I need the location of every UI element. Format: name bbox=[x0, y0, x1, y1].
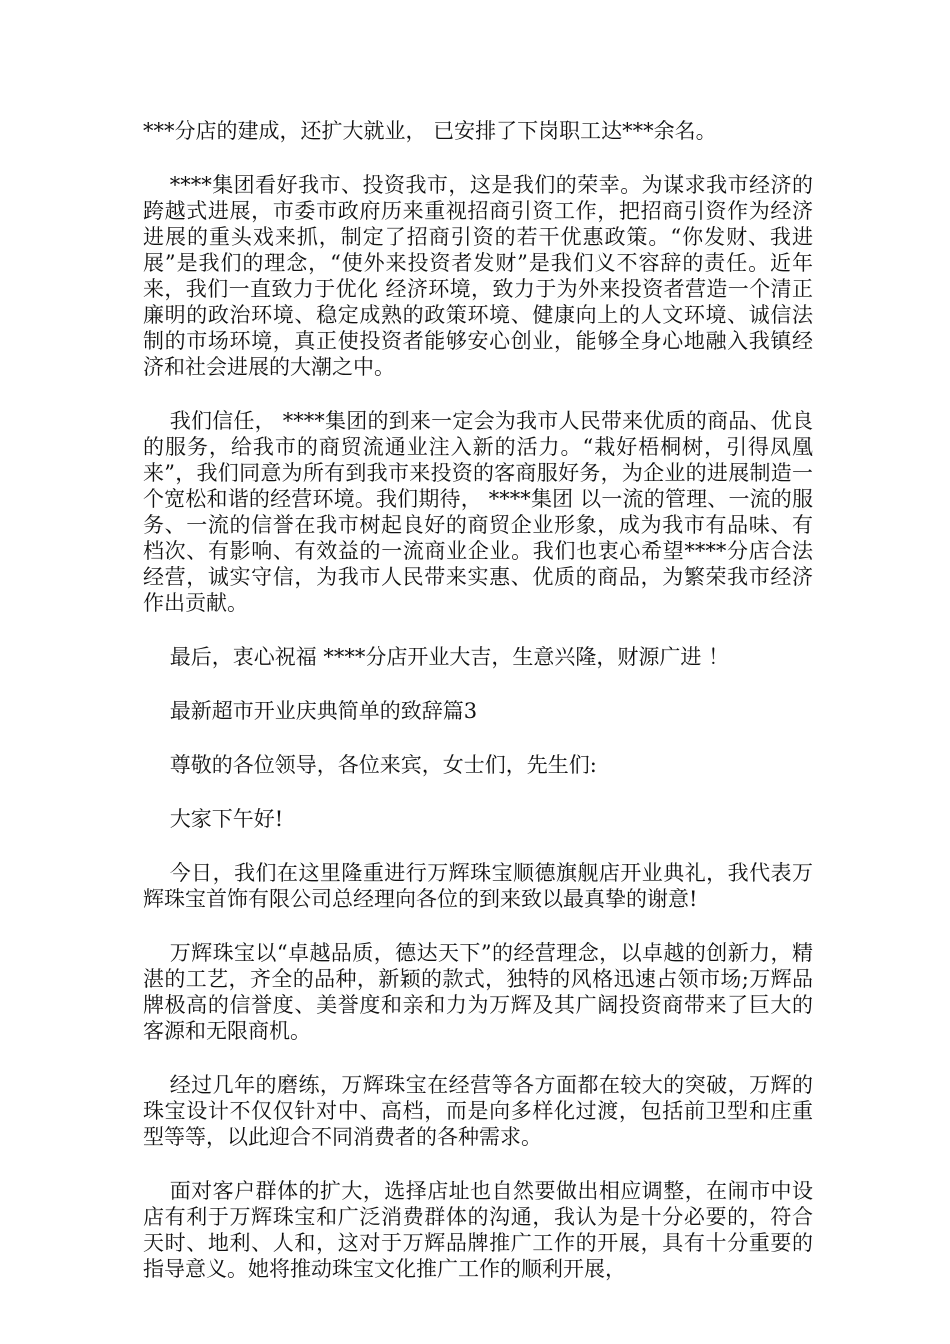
paragraph: 万辉珠宝以“卓越品质，德达天下”的经营理念，以卓越的创新力，精湛的工艺，齐全的品种，新颖的款式，独特的风格迅速占领市场;万辉品牌极高的信誉度、美誉度和亲和力为万辉及其广阔投资商带来了巨大的客源和无限商机。 bbox=[143, 941, 813, 1043]
paragraph: 今日，我们在这里隆重进行万辉珠宝顺德旗舰店开业典礼，我代表万辉珠宝首饰有限公司总经理向各位的到来致以最真挚的谢意! bbox=[143, 861, 813, 911]
greeting: 大家下午好! bbox=[169, 807, 284, 831]
paragraph: 我们信任， ****集团的到来一定会为我市人民带来优质的商品、优良的服务，给我市的商贸流通业注入新的活力。“栽好梧桐树，引得凤凰来”，我们同意为所有到我市来投资的客商服好务，为企业的进展制造一个宽松和谐的经营环境。我们期待， ****集团 以一流的管理、一流的服务、一流的信誉在我市树起良好的商贸企业形象，成为我市有品味、有档次、有影响、有效益的一流商业企业。我们也衷心希望****分店合法经营，诚实守信，为我市人民带来实惠、优质的商品，为繁荣我市经济作出贡献。 bbox=[143, 409, 813, 615]
paragraph: ****集团看好我市、投资我市，这是我们的荣幸。为谋求我市经济的跨越式进展，市委市政府历来重视招商引资工作，把招商引资作为经济进展的重头戏来抓，制定了招商引资的若干优惠政策。“你发财、我进展”是我们的理念，“使外来投资者发财”是我们义不容辞的责任。近年来，我们一直致力于优化 经济环境，致力于为外来投资者营造一个清正廉明的政治环境、稳定成熟的政策环境、健康向上的人文环境、诚信法制的市场环境，真正使投资者能够安心创业，能够全身心地融入我镇经济和社会进展的大潮之中。 bbox=[143, 173, 813, 379]
paragraph: 经过几年的磨练，万辉珠宝在经营等各方面都在较大的突破，万辉的珠宝设计不仅仅针对中、高档，而是向多样化过渡，包括前卫型和庄重型等等，以此迎合不同消费者的各种需求。 bbox=[143, 1073, 813, 1149]
document-body bbox=[143, 118, 813, 1310]
paragraph: ***分店的建成，还扩大就业， 已安排了下岗职工达***余名。 bbox=[143, 119, 717, 143]
paragraph: 面对客户群体的扩大，选择店址也自然要做出相应调整，在闹市中设店有利于万辉珠宝和广泛消费群体的沟通，我认为是十分必要的，符合天时、地利、人和，这对于万辉品牌推广工作的开展，具有十分重要的指导意义。她将推动珠宝文化推广工作的顺利开展， bbox=[143, 1179, 813, 1281]
paragraph: 最后，衷心祝福 ****分店开业大吉，生意兴隆，财源广进 ！ bbox=[169, 645, 730, 669]
salutation: 尊敬的各位领导，各位来宾，女士们，先生们: bbox=[169, 753, 597, 777]
section-heading: 最新超市开业庆典简单的致辞篇3 bbox=[169, 699, 478, 723]
